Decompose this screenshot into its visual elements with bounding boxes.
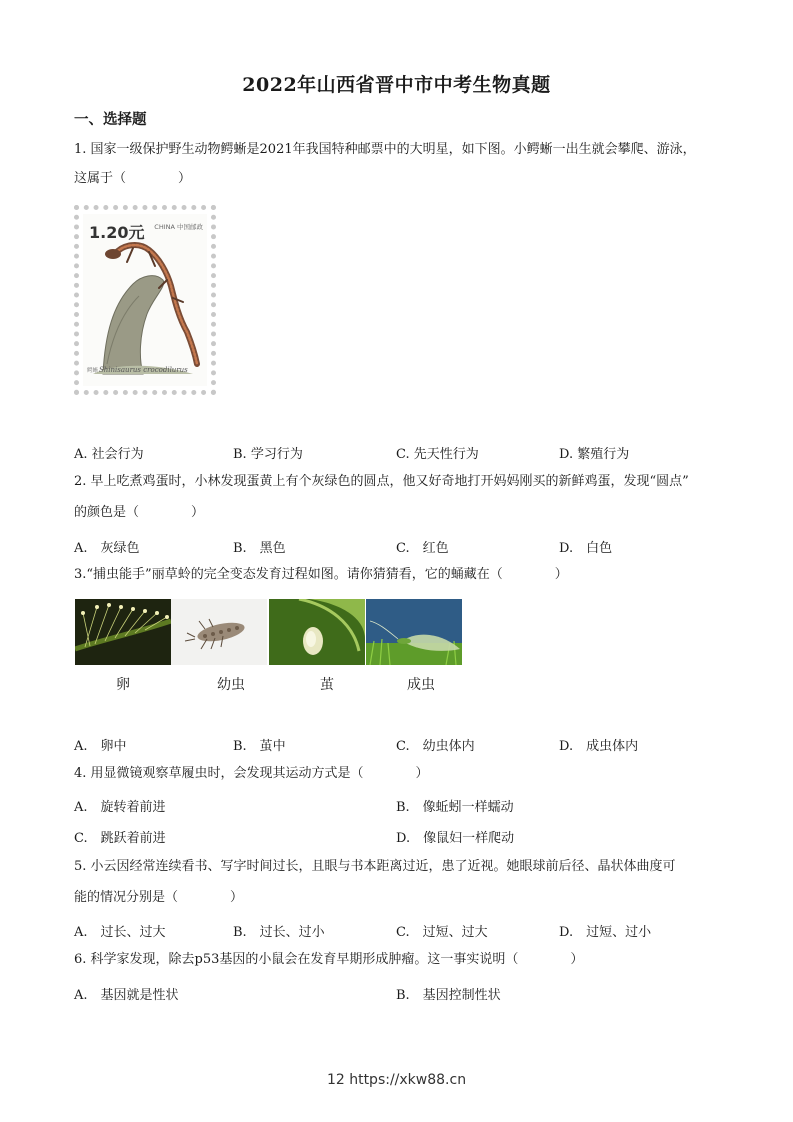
- q5-stem-line1: 5. 小云因经常连续看书、写字时间过长，且眼与书本距离过近，患了近视。她眼球前后径、晶状体曲度可: [74, 859, 676, 874]
- stamp-post-label: CHINA 中国邮政: [154, 223, 203, 231]
- lacewing-egg-photo: [75, 599, 171, 665]
- q6-stem: 6. 科学家发现，除去p53基因的小鼠会在发育早期形成肿瘤。这一事实说明（ ）: [74, 952, 584, 967]
- lacewing-cocoon-photo: [269, 599, 365, 665]
- q6-option-a[interactable]: A. 基因就是性状: [74, 988, 179, 1003]
- q4-option-c[interactable]: C. 跳跃着前进: [74, 831, 166, 846]
- q3-option-a[interactable]: A. 卵中: [74, 739, 127, 754]
- q5-option-d[interactable]: D. 过短、过小: [559, 925, 652, 940]
- q1-option-c[interactable]: C. 先天性行为: [396, 447, 479, 462]
- q4-option-a[interactable]: A. 旋转着前进: [74, 800, 166, 815]
- q1-stem-line1: 1. 国家一级保护野生动物鳄蜥是2021年我国特种邮票中的大明星，如下图。小鳄蜥一出生就会攀爬、游泳，: [74, 142, 696, 157]
- page-footer: 12 https://xkw88.cn: [326, 1072, 467, 1088]
- q2-stem-line1: 2. 早上吃煮鸡蛋时，小林发现蛋黄上有个灰绿色的圆点，他又好奇地打开妈妈刚买的新鲜鸡蛋，发现“圆点”: [74, 474, 689, 489]
- q6-option-b[interactable]: B. 基因控制性状: [396, 988, 501, 1003]
- q3-option-b[interactable]: B. 茧中: [233, 739, 286, 754]
- crocodile-lizard-stamp: [74, 205, 216, 395]
- lizard-on-branch-illustration: [83, 214, 209, 384]
- q4-stem: 4. 用显微镜观察草履虫时，会发现其运动方式是（ ）: [74, 766, 429, 781]
- stage-label-adult: 成虫: [407, 677, 435, 693]
- stage-label-egg: 卵: [116, 677, 130, 693]
- q3-stem: 3.“捕虫能手”丽草蛉的完全变态发育过程如图。请你猜猜看，它的蛹藏在（ ）: [74, 567, 568, 582]
- q5-option-a[interactable]: A. 过长、过大: [74, 925, 166, 940]
- lacewing-adult-photo: [366, 599, 462, 665]
- q5-stem-line2: 能的情况分别是（ ）: [74, 890, 244, 905]
- page-title: 2022年山西省晋中市中考生物真题: [242, 74, 551, 96]
- section-heading: 一、选择题: [74, 111, 147, 128]
- q2-option-d[interactable]: D. 白色: [559, 541, 613, 556]
- q5-option-c[interactable]: C. 过短、过大: [396, 925, 488, 940]
- q1-option-b[interactable]: B. 学习行为: [233, 447, 303, 462]
- q3-option-c[interactable]: C. 幼虫体内: [396, 739, 475, 754]
- q2-option-a[interactable]: A. 灰绿色: [74, 541, 140, 556]
- q2-stem-line2: 的颜色是（ ）: [74, 505, 205, 520]
- q1-option-a[interactable]: A. 社会行为: [74, 447, 144, 462]
- lacewing-larva-photo: [171, 599, 267, 665]
- q1-stem-line2: 这属于（ ）: [74, 171, 192, 186]
- q2-option-b[interactable]: B. 黑色: [233, 541, 286, 556]
- q1-option-d[interactable]: D. 繁殖行为: [559, 447, 630, 462]
- stamp-price: 1.20元: [89, 223, 145, 242]
- stage-label-larva: 幼虫: [217, 677, 245, 693]
- q5-option-b[interactable]: B. 过长、过小: [233, 925, 325, 940]
- q2-option-c[interactable]: C. 红色: [396, 541, 449, 556]
- stamp-chinese-name: 鳄蜥: [87, 368, 99, 374]
- q4-option-b[interactable]: B. 像蚯蚓一样蠕动: [396, 800, 514, 815]
- q3-option-d[interactable]: D. 成虫体内: [559, 739, 639, 754]
- stage-label-cocoon: 茧: [320, 677, 334, 693]
- stamp-latin-name: Shinisaurus crocodilurus: [99, 366, 188, 374]
- q4-option-d[interactable]: D. 像鼠妇一样爬动: [396, 831, 515, 846]
